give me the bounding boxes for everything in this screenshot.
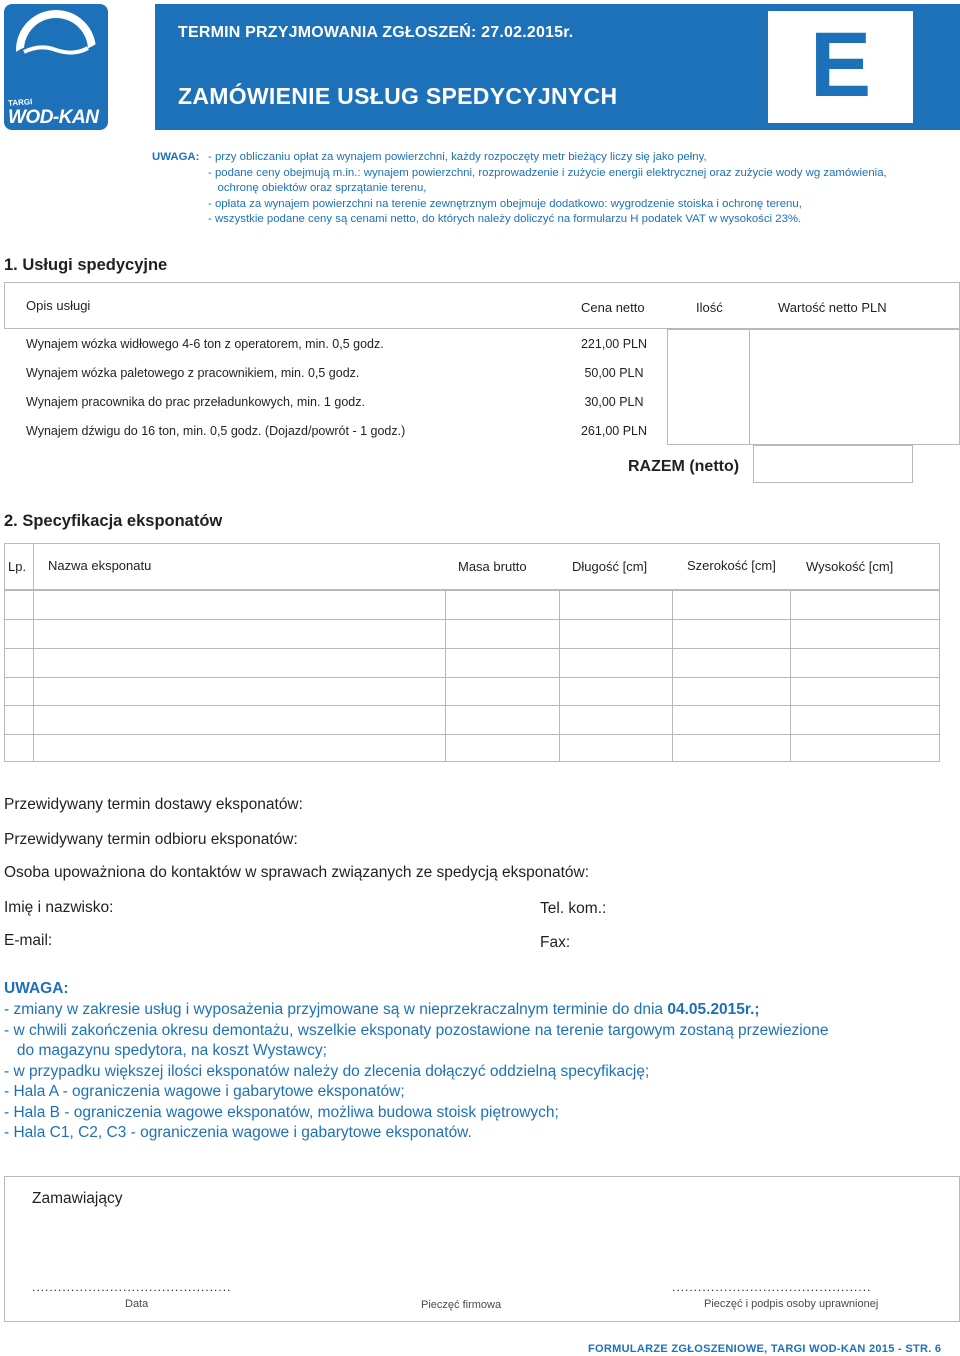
service-price: 50,00 PLN — [584, 366, 644, 380]
notice-line: - przy obliczaniu opłat za wynajem powierzchni, każdy rozpoczęty metr bieżący liczy się jako pełny, — [208, 151, 707, 163]
col-quantity: Ilość — [696, 300, 723, 315]
date-caption: Data — [125, 1298, 149, 1310]
divider — [33, 543, 34, 590]
logo-small-text: TARGI — [7, 97, 33, 108]
delivery-label: Przewidywany termin dostawy eksponatów: — [4, 796, 303, 813]
col-lp: Lp. — [8, 559, 27, 574]
notice-line: ochronę obiektów oraz sprzątanie terenu, — [208, 182, 427, 194]
signature-line[interactable]: .............................................. — [672, 1280, 872, 1294]
email-label: E-mail: — [4, 932, 53, 949]
warning-line: - w przypadku większej ilości eksponatów należy do zlecenia dołączyć oddzielną specyfikację; — [4, 1062, 650, 1080]
name-label: Imię i nazwisko: — [4, 899, 114, 916]
page-title: ZAMÓWIENIE USŁUG SPEDYCYJNYCH — [178, 83, 618, 109]
logo-brand-text: WOD-KAN — [8, 107, 99, 128]
total-label: RAZEM (netto) — [628, 458, 740, 475]
col-name: Nazwa eksponatu — [48, 558, 152, 573]
col-price: Cena netto — [581, 300, 645, 315]
logo — [4, 4, 108, 130]
col-length: Długość [cm] — [572, 559, 648, 574]
total-input[interactable] — [753, 445, 913, 483]
warning-line: - w chwili zakończenia okresu demontażu, wszelkie eksponaty pozostawione na terenie targowym zostaną przewiezione — [4, 1021, 829, 1039]
warning-label: UWAGA: — [4, 980, 69, 997]
date-line[interactable]: .............................................. — [32, 1280, 232, 1294]
notice-line: - opłata za wynajem powierzchni na terenie zewnętrznym obejmuje dodatkowo: wygrodzenie stoiska i ochronę terenu, — [208, 197, 802, 210]
warning-line: - zmiany w zakresie usług i wyposażenia przyjmowane są w nieprzekraczalnym terminie do dnia 04.05.2015r.; — [4, 1001, 760, 1018]
pickup-label: Przewidywany termin odbioru eksponatów: — [4, 831, 298, 848]
form-letter: E — [809, 14, 872, 116]
signature-title: Zamawiający — [32, 1190, 123, 1207]
contact-label: Osoba upoważniona do kontaktów w sprawach związanych ze spedycją eksponatów: — [4, 864, 590, 881]
form-letter-box — [768, 11, 913, 123]
warning-list — [4, 1000, 954, 1144]
fax-label: Fax: — [540, 934, 571, 951]
service-desc: Wynajem wózka paletowego z pracownikiem, min. 0,5 godz. — [26, 366, 360, 380]
sign-caption: Pieczęć i podpis osoby uprawnionej — [704, 1298, 879, 1310]
warning-line: - Hala C1, C2, C3 - ograniczenia wagowe i gabarytowe eksponatów. — [4, 1124, 472, 1141]
warning-line: do magazynu spedytora, na koszt Wystawcy; — [4, 1042, 327, 1059]
col-description: Opis usługi — [26, 298, 91, 313]
notice-line: - podane ceny obejmują m.in.: wynajem powierzchni, rozprowadzenie i zużycie energii elektrycznej oraz zużycie wody wg zamówienia, — [208, 166, 887, 179]
warning-line: - Hala A - ograniczenia wagowe i gabarytowe eksponatów; — [4, 1083, 405, 1100]
service-price: 261,00 PLN — [580, 424, 648, 438]
col-value: Wartość netto PLN — [778, 300, 887, 315]
deadline-text: TERMIN PRZYJMOWANIA ZGŁOSZEŃ: 27.02.2015r. — [178, 24, 574, 41]
stamp-caption: Pieczęć firmowa — [421, 1299, 502, 1311]
exhibits-table-body — [4, 590, 940, 762]
footer: FORMULARZE ZGŁOSZENIOWE, TARGI WOD-KAN 2015 - STR. 6 — [588, 1343, 942, 1355]
service-desc: Wynajem pracownika do prac przeładunkowych, min. 1 godz. — [26, 395, 365, 409]
warning-line: - Hala B - ograniczenia wagowe eksponatów, możliwa budowa stoisk piętrowych; — [4, 1103, 559, 1121]
service-desc: Wynajem dźwigu do 16 ton, min. 0,5 godz. (Dojazd/powrót - 1 godz.) — [26, 424, 406, 438]
col-mass: Masa brutto — [458, 559, 527, 574]
col-width: Szerokość [cm] — [687, 558, 776, 573]
section1-title: 1. Usługi spedycyjne — [4, 256, 168, 274]
col-height: Wysokość [cm] — [806, 559, 894, 574]
service-desc: Wynajem wózka widłowego 4-6 ton z operatorem, min. 0,5 godz. — [26, 337, 384, 351]
warning-date: 04.05.2015r.; — [667, 1001, 760, 1018]
service-price: 221,00 PLN — [580, 337, 648, 351]
service-price: 30,00 PLN — [584, 395, 644, 409]
quantity-input[interactable] — [667, 329, 750, 445]
section2-title: 2. Specyfikacja eksponatów — [4, 512, 223, 530]
notice-label: UWAGA: — [152, 151, 200, 163]
value-input[interactable] — [749, 329, 960, 445]
phone-label: Tel. kom.: — [540, 900, 607, 917]
notice-line: - wszystkie podane ceny są cenami netto, do których należy doliczyć na formularzu H podatek VAT w wysokości 23%. — [208, 213, 802, 225]
